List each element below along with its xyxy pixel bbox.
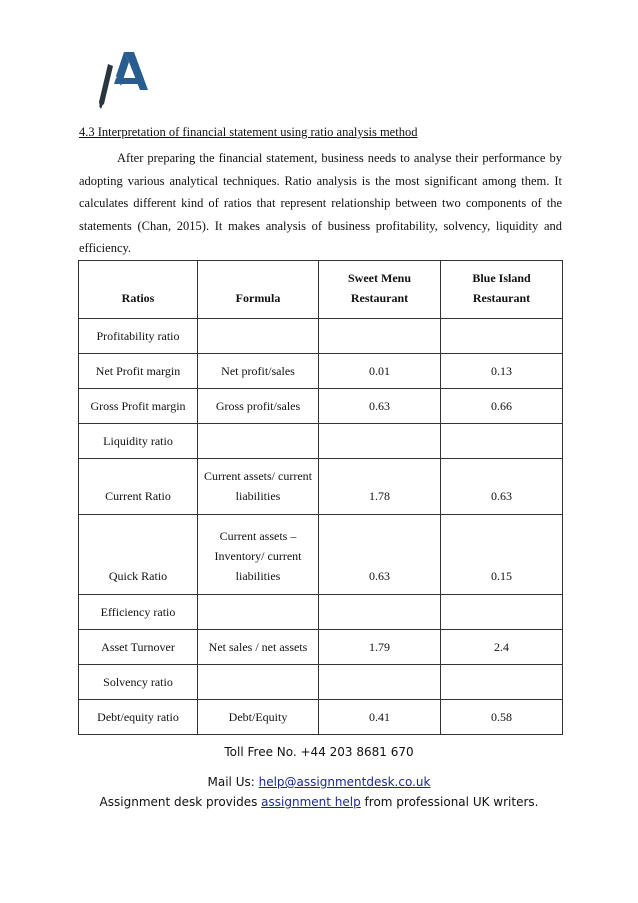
header-ratios: Ratios: [79, 261, 198, 319]
table-cell: Net profit/sales: [198, 354, 319, 389]
header-formula: Formula: [198, 261, 319, 319]
tagline-line: [0, 795, 638, 809]
table-cell: Gross profit/sales: [198, 389, 319, 424]
table-cell: Debt/Equity: [198, 700, 319, 735]
table-row: [79, 319, 563, 354]
table-cell: 0.63: [319, 389, 441, 424]
table-cell: 0.41: [319, 700, 441, 735]
table-cell: [441, 424, 563, 459]
table-cell: [319, 665, 441, 700]
table-cell: Liquidity ratio: [79, 424, 198, 459]
table-cell: Asset Turnover: [79, 630, 198, 665]
intro-paragraph: [79, 147, 562, 260]
table-cell: Quick Ratio: [79, 515, 198, 595]
table-cell: Current assets/ current liabilities: [198, 459, 319, 515]
toll-free-line: Toll Free No. +44 203 8681 670: [224, 745, 414, 759]
table-cell: 0.63: [441, 459, 563, 515]
assignment-help-link[interactable]: assignment help: [261, 795, 361, 809]
table-row: [79, 354, 563, 389]
table-cell: Net Profit margin: [79, 354, 198, 389]
table-header-row: [79, 261, 563, 319]
assignment-desk-logo: [94, 46, 150, 114]
email-link[interactable]: help@assignmentdesk.co.uk: [258, 775, 431, 789]
table-cell: Solvency ratio: [79, 665, 198, 700]
table-row: [79, 515, 563, 595]
table-cell: 0.58: [441, 700, 563, 735]
table-row: [79, 389, 563, 424]
table-cell: Gross Profit margin: [79, 389, 198, 424]
paragraph-text: After preparing the financial statement, business needs to analyse their performance by adopting various analytical techniques. Ratio analysis is the most significant among them. It calculates different kind of ratios that represent relationship between two components of the statements (Chan, 2015). It makes analysis of business profitability, solvency, liquidity and efficiency.: [79, 151, 562, 255]
table-row: [79, 459, 563, 515]
table-cell: 2.4: [441, 630, 563, 665]
table-cell: [319, 424, 441, 459]
table-cell: 0.63: [319, 515, 441, 595]
table-row: [79, 630, 563, 665]
header-sweet-menu: Sweet Menu Restaurant: [319, 261, 441, 319]
table-cell: Current assets – Inventory/ current liabilities: [198, 515, 319, 595]
table-cell: [198, 319, 319, 354]
table-cell: [441, 595, 563, 630]
table-cell: 0.01: [319, 354, 441, 389]
table-cell: 0.13: [441, 354, 563, 389]
table-cell: [198, 665, 319, 700]
table-cell: Net sales / net assets: [198, 630, 319, 665]
table-row: [79, 424, 563, 459]
table-cell: 0.15: [441, 515, 563, 595]
table-cell: [198, 424, 319, 459]
table-cell: 1.79: [319, 630, 441, 665]
mail-line: [0, 775, 638, 789]
mail-label: Mail Us:: [207, 775, 259, 789]
tagline-prefix: Assignment desk provides: [99, 795, 262, 809]
table-cell: 1.78: [319, 459, 441, 515]
table-row: [79, 700, 563, 735]
table-cell: Profitability ratio: [79, 319, 198, 354]
table-cell: [441, 319, 563, 354]
table-cell: Debt/equity ratio: [79, 700, 198, 735]
table-cell: [198, 595, 319, 630]
table-row: [79, 665, 563, 700]
table-cell: [319, 319, 441, 354]
header-blue-island: Blue Island Restaurant: [441, 261, 563, 319]
table-cell: [441, 665, 563, 700]
table-cell: Current Ratio: [79, 459, 198, 515]
section-heading: 4.3 Interpretation of financial statement using ratio analysis method: [79, 125, 418, 139]
table-cell: 0.66: [441, 389, 563, 424]
tagline-suffix: from professional UK writers.: [360, 795, 539, 809]
table-cell: [319, 595, 441, 630]
table-row: [79, 595, 563, 630]
ratio-table: [78, 260, 563, 735]
table-cell: Efficiency ratio: [79, 595, 198, 630]
